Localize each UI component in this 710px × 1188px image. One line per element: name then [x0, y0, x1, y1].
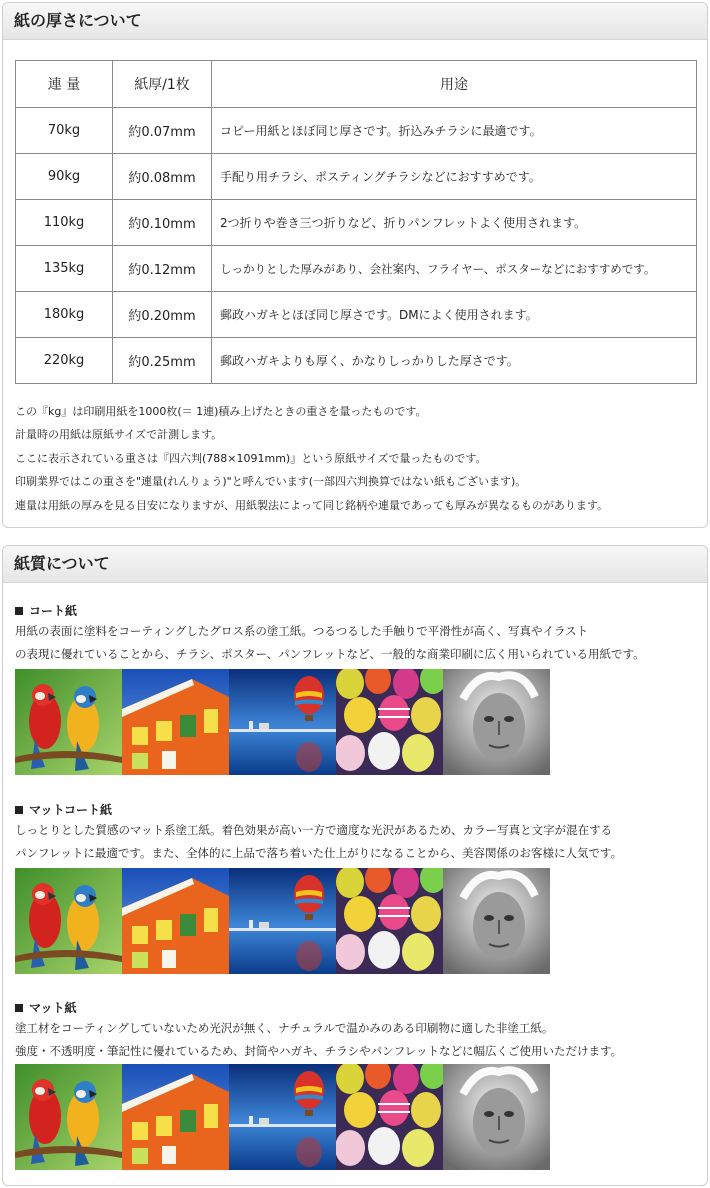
desc-line: パンフレットに最適です。また、全体的に上品で落ち着いた仕上がりになることから、美容関係のお客様に人気です。 [15, 845, 623, 860]
elderly-woman-photo [443, 868, 550, 974]
balloon-lake-photo [229, 868, 336, 974]
note-line: 計量時の用紙は原紙サイズで計測します。 [15, 428, 223, 442]
elderly-woman-photo [443, 669, 550, 775]
desc-line: 強度・不透明度・筆記性に優れているため、封筒やハガキ、チラシやパンフレットなどに幅広くご使用いただけます。 [15, 1043, 623, 1058]
sample-strip-matte [15, 1064, 551, 1170]
table-header-row [16, 61, 697, 108]
cell-thickness: 約0.10mm [113, 200, 212, 246]
parrots-photo [15, 1064, 122, 1170]
desc-line: の表現に優れていることから、チラシ、ポスター、パンフレットなど、一般的な商業印刷に広く用いられている用紙です。 [15, 646, 645, 661]
paper-heading-coat [15, 602, 77, 619]
thickness-panel [2, 2, 708, 528]
col-header-weight: 連 量 [16, 61, 113, 108]
cell-weight: 70kg [16, 108, 113, 154]
paper-desc-matte-coat [15, 819, 622, 864]
cell-weight: 220kg [16, 338, 113, 384]
square-bullet-icon [15, 607, 23, 615]
thickness-notes [15, 400, 608, 517]
sample-strip-matte-coat [15, 868, 551, 974]
table-row [16, 154, 697, 200]
cell-weight: 110kg [16, 200, 113, 246]
paper-name: マット紙 [29, 1001, 77, 1015]
cell-weight: 135kg [16, 246, 113, 292]
cell-weight: 180kg [16, 292, 113, 338]
table-row [16, 246, 697, 292]
orange-building-photo [122, 669, 229, 775]
cell-thickness: 約0.25mm [113, 338, 212, 384]
desc-line: 用紙の表面に塗料をコーティングしたグロス系の塗工紙。つるつるした手触りで平滑性が高く、写真やイラスト [15, 624, 589, 638]
desc-line: 塗工材をコーティングしていないため光沢が無く、ナチュラルで温かみのある印刷物に適した非塗工紙。 [15, 1021, 554, 1035]
thickness-title: 紙の厚さについて [3, 3, 707, 40]
easter-eggs-photo [336, 1064, 443, 1170]
cell-thickness: 約0.08mm [113, 154, 212, 200]
balloon-lake-photo [229, 1064, 336, 1170]
balloon-lake-photo [229, 669, 336, 775]
cell-thickness: 約0.20mm [113, 292, 212, 338]
table-row [16, 108, 697, 154]
parrots-photo [15, 669, 122, 775]
note-line: この『kg』は印刷用紙を1000枚(＝ 1連)積み上げたときの重さを量ったものです。 [15, 405, 427, 418]
paper-desc-coat [15, 620, 645, 665]
orange-building-photo [122, 1064, 229, 1170]
cell-usage: 2つ折りや巻き三つ折りなど、折りパンフレットよく使用されます。 [212, 200, 697, 246]
orange-building-photo [122, 868, 229, 974]
table-row [16, 200, 697, 246]
elderly-woman-photo [443, 1064, 550, 1170]
parrots-photo [15, 868, 122, 974]
cell-thickness: 約0.07mm [113, 108, 212, 154]
cell-usage: 郵政ハガキよりも厚く、かなりしっかりした厚さです。 [212, 338, 697, 384]
quality-panel [2, 545, 708, 1186]
table-row [16, 292, 697, 338]
cell-thickness: 約0.12mm [113, 246, 212, 292]
paper-name: マットコート紙 [29, 803, 113, 817]
col-header-thickness: 紙厚/1枚 [113, 61, 212, 108]
easter-eggs-photo [336, 669, 443, 775]
thickness-table [15, 60, 697, 384]
easter-eggs-photo [336, 868, 443, 974]
cell-usage: しっかりとした厚みがあり、会社案内、フライヤー、ポスターなどにおすすめです。 [212, 246, 697, 292]
cell-usage: 手配り用チラシ、ポスティングチラシなどにおすすめです。 [212, 154, 697, 200]
square-bullet-icon [15, 806, 23, 814]
paper-name: コート紙 [29, 604, 78, 618]
paper-heading-matte-coat [15, 801, 112, 818]
paper-desc-matte [15, 1017, 622, 1062]
sample-strip-coat [15, 669, 551, 775]
square-bullet-icon [15, 1004, 23, 1012]
quality-title: 紙質について [3, 546, 707, 583]
note-line: ここに表示されている重さは『四六判(788×1091mm)』という原紙サイズで量ったものです。 [15, 451, 487, 465]
note-line: 連量は用紙の厚みを見る目安になりますが、用紙製法によって同じ銘柄や連量であっても厚みが異なるものがあります。 [15, 498, 609, 512]
paper-heading-matte [15, 999, 77, 1016]
table-row [16, 338, 697, 384]
cell-weight: 90kg [16, 154, 113, 200]
desc-line: しっとりとした質感のマット系塗工紙。着色効果が高い一方で適度な光沢があるため、カラー写真と文字が混在する [15, 823, 613, 837]
cell-usage: 郵政ハガキとほぼ同じ厚さです。DMによく使用されます。 [212, 292, 697, 338]
note-line: 印刷業界ではこの重さを"連量(れんりょう)"と呼んでいます(一部四六判換算ではない紙もございます)。 [15, 475, 527, 489]
cell-usage: コピー用紙とほぼ同じ厚さです。折込みチラシに最適です。 [212, 108, 697, 154]
col-header-usage: 用途 [212, 61, 697, 108]
